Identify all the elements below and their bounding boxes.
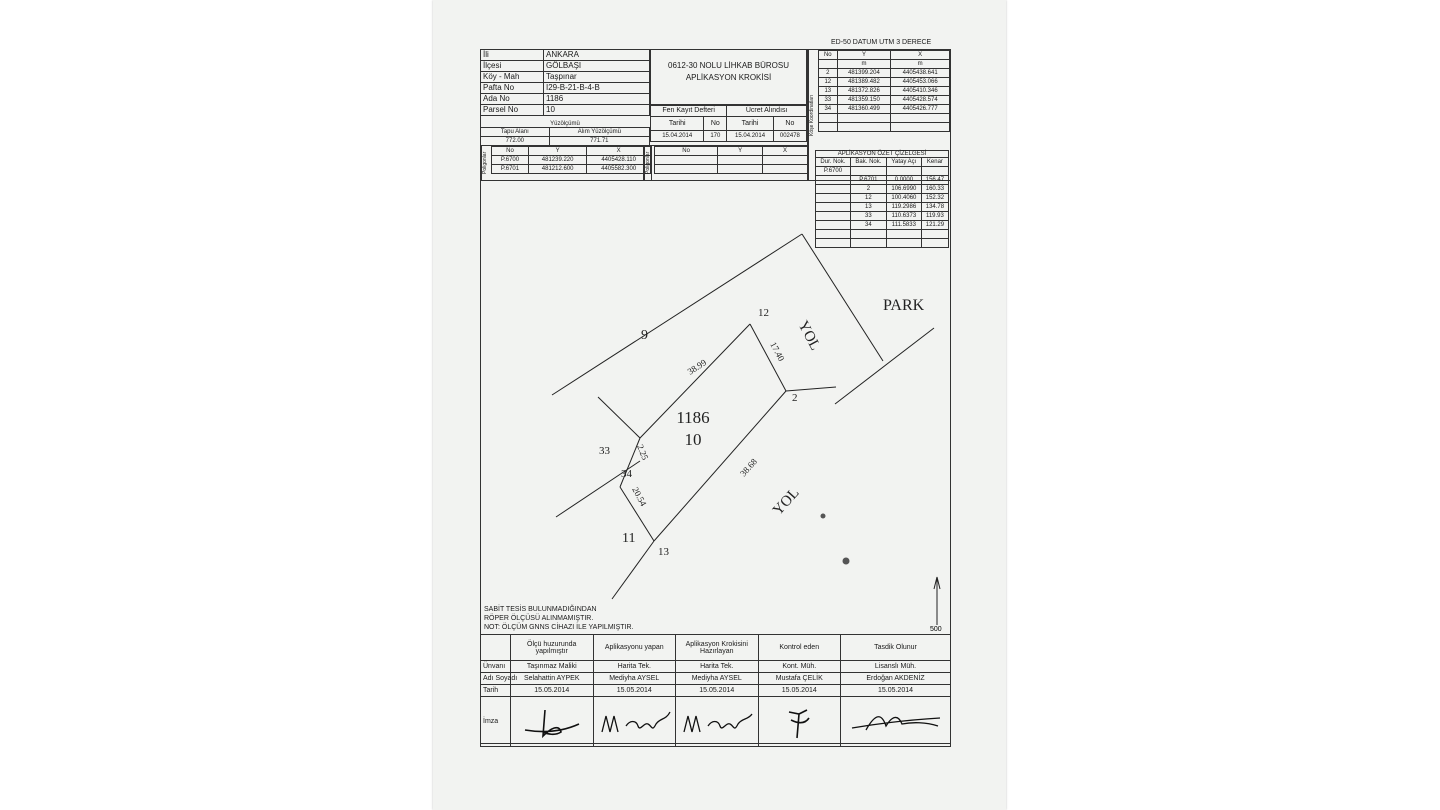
dim-left-short: 2.25 bbox=[635, 443, 651, 462]
document-page bbox=[433, 0, 1006, 810]
neighbor-11-label: 11 bbox=[622, 531, 636, 546]
bureau-line1: 0612-30 NOLU LİHKAB BÜROSU bbox=[668, 61, 789, 70]
area-table bbox=[480, 127, 650, 146]
sign-date: 15.05.2014 bbox=[511, 685, 594, 697]
point-13: 13 bbox=[658, 546, 669, 558]
sign-title: Lisanslı Müh. bbox=[841, 661, 951, 673]
smudge-mark bbox=[843, 558, 850, 565]
ozet-station: P.6700 bbox=[816, 167, 851, 176]
info-row bbox=[481, 61, 650, 72]
signature-preparer bbox=[676, 697, 759, 747]
ozet-bak: 33 bbox=[850, 212, 886, 221]
info-value: 1186 bbox=[544, 94, 650, 105]
sign-name: Mediyha AYSEL bbox=[593, 673, 676, 685]
row-label-imza: İmza bbox=[481, 697, 511, 747]
alim-label: Alım Yüzölçümü bbox=[549, 128, 649, 137]
neighbor-9-label: 9 bbox=[641, 328, 648, 343]
ozet-title: APLİKASYON ÖZET ÇİZELGESİ bbox=[815, 150, 949, 157]
poligon2-block bbox=[643, 145, 809, 181]
poligon-header: Y bbox=[528, 147, 586, 156]
dim-bottom: 38.68 bbox=[738, 456, 760, 479]
poligon-side-label: Poligonlar bbox=[481, 146, 492, 180]
area-block bbox=[480, 121, 650, 146]
ucret-date-label: Tarihi bbox=[727, 117, 773, 131]
ozet-cell-empty bbox=[921, 167, 948, 176]
sign-date: 15.05.2014 bbox=[676, 685, 759, 697]
sign-title: Taşınmaz Maliki bbox=[511, 661, 594, 673]
poligon-no: P.6701 bbox=[492, 165, 529, 174]
ozet-aci: 100.4060 bbox=[886, 194, 921, 203]
row-label: Tarih bbox=[481, 685, 511, 697]
signature-table bbox=[480, 634, 951, 747]
sign-header: Kontrol eden bbox=[758, 635, 841, 661]
fen-no: 170 bbox=[704, 131, 727, 142]
poligon-row bbox=[492, 165, 651, 174]
kose-header: X bbox=[891, 51, 950, 60]
kose-unit-y: m bbox=[837, 60, 891, 69]
info-row bbox=[481, 105, 650, 116]
ozet-header: Yatay Açı bbox=[886, 158, 921, 167]
kose-table bbox=[818, 50, 950, 132]
info-value: Taşpınar bbox=[544, 72, 650, 83]
ozet-kenar: 119.93 bbox=[921, 212, 948, 221]
ozet-bak: P.6701 bbox=[850, 176, 886, 185]
kose-cell-empty bbox=[891, 114, 950, 123]
poligon2-table bbox=[654, 146, 808, 174]
kose-x: 4405438.641 bbox=[891, 69, 950, 78]
note-line: RÖPER ÖLÇÜSÜ ALINMAMIŞTIR. bbox=[484, 615, 594, 622]
yol-label-bottom: YOL bbox=[770, 485, 803, 519]
kose-cell-empty bbox=[819, 123, 838, 132]
poligon2-header: No bbox=[655, 147, 718, 156]
kose-cell-empty bbox=[837, 123, 891, 132]
kose-y: 481372.826 bbox=[837, 87, 891, 96]
sign-name: Mediyha AYSEL bbox=[676, 673, 759, 685]
sign-title: Kont. Müh. bbox=[758, 661, 841, 673]
poligon-no: P.6700 bbox=[492, 156, 529, 165]
ozet-kenar: 156.47 bbox=[921, 176, 948, 185]
poligon2-header: X bbox=[763, 147, 808, 156]
tapu-value: 772.00 bbox=[481, 137, 550, 146]
info-label: Köy - Mah bbox=[481, 72, 544, 83]
yol-label-top: YOL bbox=[794, 318, 824, 354]
poligon-x: 4405428.110 bbox=[587, 156, 651, 165]
notes-block bbox=[484, 605, 634, 632]
signature-approver bbox=[841, 697, 951, 747]
kose-row-empty bbox=[819, 123, 950, 132]
ozet-header: Kenar bbox=[921, 158, 948, 167]
poligon-table bbox=[491, 146, 651, 174]
road-edge-right bbox=[786, 387, 836, 391]
info-row bbox=[481, 72, 650, 83]
info-table bbox=[480, 49, 650, 116]
sign-date: 15.05.2014 bbox=[593, 685, 676, 697]
neighbor-boundary-9 bbox=[598, 397, 640, 438]
sign-title: Harita Tek. bbox=[593, 661, 676, 673]
ozet-aci: 111.5833 bbox=[886, 221, 921, 230]
ozet-aci: 106.6990 bbox=[886, 185, 921, 194]
parcel-number: 10 bbox=[684, 430, 702, 449]
parcel-bottom-edge bbox=[654, 391, 786, 541]
kose-x: 4405453.066 bbox=[891, 78, 950, 87]
sign-name: Selahattin AYPEK bbox=[511, 673, 594, 685]
info-value: 10 bbox=[544, 105, 650, 116]
kose-cell-empty bbox=[837, 114, 891, 123]
kose-row-empty bbox=[819, 114, 950, 123]
kose-x: 4405410.346 bbox=[891, 87, 950, 96]
point-12: 12 bbox=[758, 307, 769, 319]
point-2: 2 bbox=[792, 392, 798, 404]
poligon-header: X bbox=[587, 147, 651, 156]
ozet-kenar: 160.33 bbox=[921, 185, 948, 194]
info-label: İlçesi bbox=[481, 61, 544, 72]
ozet-kenar: 152.32 bbox=[921, 194, 948, 203]
info-label: Ada No bbox=[481, 94, 544, 105]
ozet-bak: 13 bbox=[850, 203, 886, 212]
signature-owner bbox=[511, 697, 594, 747]
sign-title: Harita Tek. bbox=[676, 661, 759, 673]
bureau-title bbox=[650, 49, 807, 105]
fen-date: 15.04.2014 bbox=[651, 131, 704, 142]
note-line: NOT: ÖLÇÜM GNNS CİHAZI İLE YAPILMIŞTIR. bbox=[484, 624, 634, 631]
area-heading: Yüzölçümü bbox=[550, 121, 580, 127]
poligon-row bbox=[492, 156, 651, 165]
alim-value: 771.71 bbox=[549, 137, 649, 146]
kose-no: 2 bbox=[819, 69, 838, 78]
ozet-aci: 0.0000 bbox=[886, 176, 921, 185]
kose-no: 13 bbox=[819, 87, 838, 96]
sign-name: Erdoğan AKDENİZ bbox=[841, 673, 951, 685]
kose-no: 34 bbox=[819, 105, 838, 114]
kose-row bbox=[819, 87, 950, 96]
info-label: Pafta No bbox=[481, 83, 544, 94]
road-edge-bottom bbox=[612, 541, 654, 599]
records-table bbox=[650, 105, 807, 142]
poligon-y: 481212.600 bbox=[528, 165, 586, 174]
info-row bbox=[481, 50, 650, 61]
row-label: Ünvanı bbox=[481, 661, 511, 673]
poligon-y: 481239.220 bbox=[528, 156, 586, 165]
kose-row bbox=[819, 69, 950, 78]
kose-no: 33 bbox=[819, 96, 838, 105]
park-boundary bbox=[835, 328, 934, 404]
kose-row bbox=[819, 105, 950, 114]
dim-top: 38.99 bbox=[685, 357, 709, 377]
tapu-label: Tapu Alanı bbox=[481, 128, 550, 137]
kose-header: No bbox=[819, 51, 838, 60]
ozet-cell-empty bbox=[850, 167, 886, 176]
ucret-no: 002478 bbox=[773, 131, 806, 142]
kose-side-label: Köşe Koordinatları bbox=[808, 50, 819, 180]
info-label: İli bbox=[481, 50, 544, 61]
smudge-mark bbox=[821, 514, 826, 519]
sign-header: Aplikasyon Krokisini Hazırlayan bbox=[676, 635, 759, 661]
kose-row bbox=[819, 78, 950, 87]
datum-label: ED-50 DATUM UTM 3 DERECE bbox=[831, 39, 932, 46]
sign-name: Mustafa ÇELİK bbox=[758, 673, 841, 685]
sign-header: Aplikasyonu yapan bbox=[593, 635, 676, 661]
ozet-header: Dur. Nok. bbox=[816, 158, 851, 167]
kose-no: 12 bbox=[819, 78, 838, 87]
sign-header: Tasdik Olunur bbox=[841, 635, 951, 661]
kose-cell-empty bbox=[891, 123, 950, 132]
bureau-line2: APLİKASYON KROKİSİ bbox=[685, 73, 772, 82]
ucret-no-label: No bbox=[773, 117, 806, 131]
point-34: 34 bbox=[621, 468, 632, 480]
info-label: Parsel No bbox=[481, 105, 544, 116]
kose-row bbox=[819, 96, 950, 105]
kose-y: 481360.499 bbox=[837, 105, 891, 114]
signature-controller bbox=[758, 697, 841, 747]
fen-kayit-title: Fen Kayıt Defteri bbox=[651, 106, 727, 117]
kose-y: 481359.150 bbox=[837, 96, 891, 105]
poligon2-header: Y bbox=[718, 147, 763, 156]
fen-no-label: No bbox=[704, 117, 727, 131]
poligon2-side-label: Poligonlar bbox=[644, 146, 655, 180]
kose-cell-empty bbox=[819, 114, 838, 123]
ucret-date: 15.04.2014 bbox=[727, 131, 773, 142]
ozet-bak: 34 bbox=[850, 221, 886, 230]
kose-y: 481389.482 bbox=[837, 78, 891, 87]
ozet-bak: 2 bbox=[850, 185, 886, 194]
info-row bbox=[481, 83, 650, 94]
sign-header: Ölçü huzurunda yapılmıştır bbox=[511, 635, 594, 661]
kose-x: 4405426.777 bbox=[891, 105, 950, 114]
dim-left: 20.54 bbox=[630, 485, 649, 508]
info-value: I29-B-21-B-4-B bbox=[544, 83, 650, 94]
row-label: Adı Soyadı bbox=[481, 673, 511, 685]
parcel-sketch bbox=[480, 179, 949, 639]
ozet-kenar: 134.78 bbox=[921, 203, 948, 212]
point-33: 33 bbox=[599, 445, 610, 457]
scale-label: 500 bbox=[930, 626, 942, 633]
sign-date: 15.05.2014 bbox=[841, 685, 951, 697]
kose-header: Y bbox=[837, 51, 891, 60]
park-label: PARK bbox=[883, 297, 925, 314]
poligon-x: 4405582.300 bbox=[587, 165, 651, 174]
ozet-cell-empty bbox=[886, 167, 921, 176]
info-value: GÖLBAŞI bbox=[544, 61, 650, 72]
info-row bbox=[481, 94, 650, 105]
ozet-station-row bbox=[816, 167, 949, 176]
info-value: ANKARA bbox=[544, 50, 650, 61]
kose-unit-x: m bbox=[891, 60, 950, 69]
note-line: SABİT TESİS BULUNMADIĞINDAN bbox=[484, 606, 597, 613]
poligon-header: No bbox=[492, 147, 529, 156]
kose-x: 4405428.574 bbox=[891, 96, 950, 105]
ozet-kenar: 121.29 bbox=[921, 221, 948, 230]
ozet-bak: 12 bbox=[850, 194, 886, 203]
ozet-aci: 119.2986 bbox=[886, 203, 921, 212]
fen-date-label: Tarihi bbox=[651, 117, 704, 131]
poligon-block bbox=[480, 145, 652, 181]
sign-date: 15.05.2014 bbox=[758, 685, 841, 697]
ucret-title: Ücret Alındısı bbox=[727, 106, 807, 117]
ozet-aci: 110.6373 bbox=[886, 212, 921, 221]
ozet-header: Bak. Nok. bbox=[850, 158, 886, 167]
dim-right: 17.40 bbox=[768, 340, 787, 363]
signature-applicant bbox=[593, 697, 676, 747]
kose-y: 481399.204 bbox=[837, 69, 891, 78]
parcel-ada-number: 1186 bbox=[676, 408, 710, 427]
